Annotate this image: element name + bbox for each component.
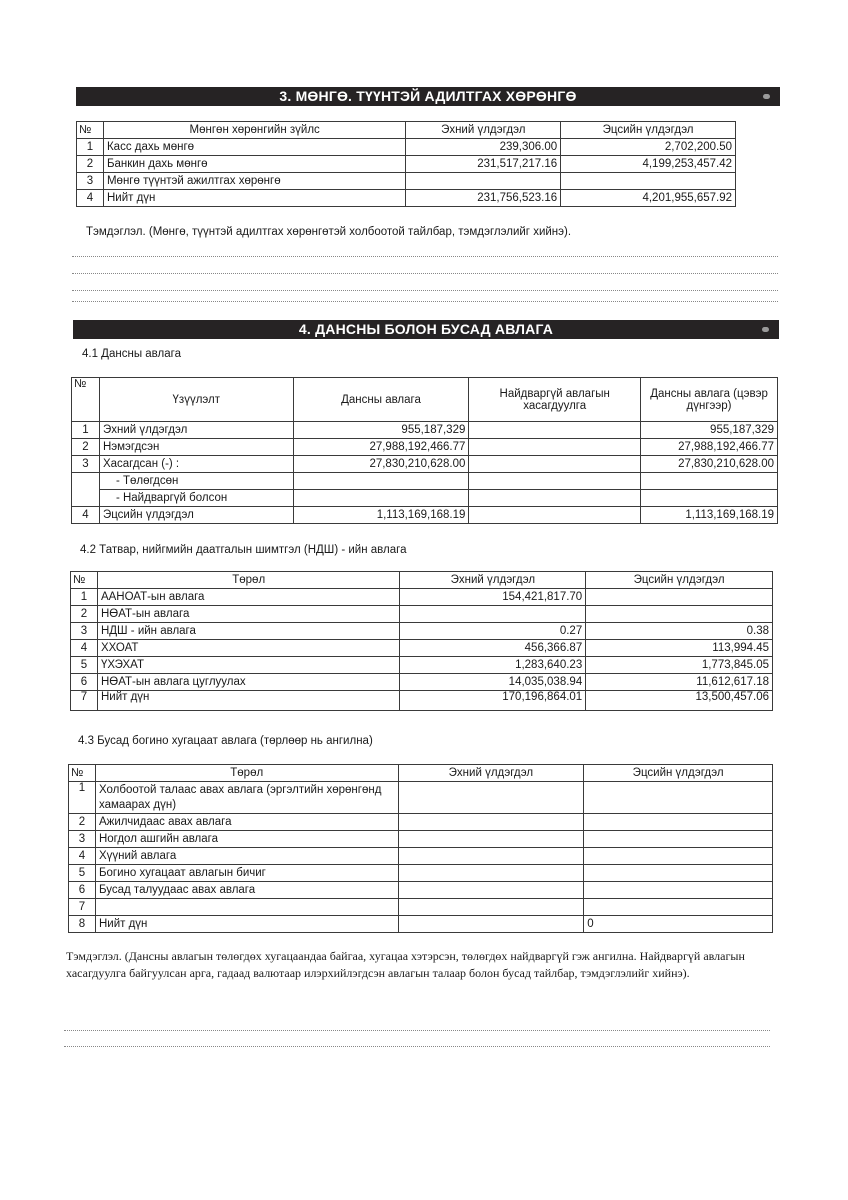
table-row bbox=[69, 916, 773, 933]
row-number: 6 bbox=[71, 674, 98, 691]
note-line bbox=[72, 301, 778, 302]
table-row bbox=[71, 589, 773, 606]
receivable-value: 1,113,169,168.19 bbox=[293, 507, 469, 524]
bar-mark-icon bbox=[762, 327, 769, 332]
col-header: Үзүүлэлт bbox=[99, 378, 293, 422]
receivable-value bbox=[293, 473, 469, 490]
start-balance bbox=[398, 831, 584, 848]
table-row bbox=[69, 882, 773, 899]
bar-mark-icon bbox=[763, 94, 770, 99]
row-label: Нийт дүн bbox=[103, 190, 405, 207]
row-number: 8 bbox=[69, 916, 96, 933]
col-header: Төрөл bbox=[97, 572, 399, 589]
col-header: Эцсийн үлдэгдэл bbox=[584, 765, 773, 782]
tax-receivable-table bbox=[70, 571, 773, 711]
row-number: 2 bbox=[71, 606, 98, 623]
end-balance bbox=[584, 848, 773, 865]
table-row bbox=[77, 156, 736, 173]
row-number: 3 bbox=[71, 623, 98, 640]
row-number: 1 bbox=[69, 782, 96, 814]
row-label: Нийт дүн bbox=[97, 691, 399, 711]
start-balance bbox=[400, 606, 586, 623]
end-balance bbox=[584, 831, 773, 848]
start-balance bbox=[398, 916, 584, 933]
start-balance: 170,196,864.01 bbox=[400, 691, 586, 711]
net-value: 27,830,210,628.00 bbox=[641, 456, 778, 473]
row-number: 4 bbox=[77, 190, 104, 207]
allowance-value bbox=[469, 422, 641, 439]
col-header: Дансны авлага (цэвэр дүнгээр) bbox=[641, 378, 778, 422]
allowance-value bbox=[469, 507, 641, 524]
row-label: Богино хугацаат авлагын бичиг bbox=[95, 865, 398, 882]
start-balance: 231,756,523.16 bbox=[406, 190, 561, 207]
table-header bbox=[71, 572, 773, 589]
row-number: 1 bbox=[71, 589, 98, 606]
col-header: № bbox=[77, 122, 104, 139]
row-label: Эхний үлдэгдэл bbox=[99, 422, 293, 439]
receivable-value bbox=[293, 490, 469, 507]
table-header bbox=[77, 122, 736, 139]
row-label: Хасагдсан (-) : bbox=[99, 456, 293, 473]
table-row bbox=[72, 422, 778, 439]
section-3-title: 3. МӨНГӨ. ТҮҮНТЭЙ АДИЛТГАХ ХӨРӨНГӨ bbox=[279, 88, 577, 104]
row-number: 2 bbox=[69, 814, 96, 831]
row-number: 7 bbox=[71, 691, 98, 711]
row-number: 1 bbox=[77, 139, 104, 156]
end-balance bbox=[584, 882, 773, 899]
allowance-value bbox=[469, 473, 641, 490]
table-row bbox=[72, 456, 778, 473]
col-header: Эцсийн үлдэгдэл bbox=[586, 572, 773, 589]
row-label bbox=[95, 899, 398, 916]
table-row bbox=[72, 473, 778, 490]
table-row bbox=[69, 848, 773, 865]
row-number: 5 bbox=[69, 865, 96, 882]
end-balance: 13,500,457.06 bbox=[586, 691, 773, 711]
end-balance: 113,994.45 bbox=[586, 640, 773, 657]
row-number: 4 bbox=[69, 848, 96, 865]
allowance-value bbox=[469, 456, 641, 473]
section-3-note: Тэмдэглэл. (Мөнгө, түүнтэй адилтгах хөрөнгөтэй холбоотой тайлбар, тэмдэглэлийг хийнэ). bbox=[86, 226, 572, 238]
section-3-header bbox=[76, 87, 780, 106]
receivable-value: 27,830,210,628.00 bbox=[293, 456, 469, 473]
row-number: 3 bbox=[69, 831, 96, 848]
table-row bbox=[72, 490, 778, 507]
col-header: Эцсийн үлдэгдэл bbox=[561, 122, 736, 139]
table-row bbox=[72, 507, 778, 524]
start-balance bbox=[406, 173, 561, 190]
table-row bbox=[71, 640, 773, 657]
start-balance bbox=[398, 865, 584, 882]
table-row bbox=[71, 606, 773, 623]
end-balance: 1,773,845.05 bbox=[586, 657, 773, 674]
note-line bbox=[72, 290, 778, 291]
section-4-title: 4. ДАНСНЫ БОЛОН БУСАД АВЛАГА bbox=[298, 321, 554, 337]
net-value bbox=[641, 473, 778, 490]
col-header: Эхний үлдэгдэл bbox=[398, 765, 584, 782]
row-label: ААНОАТ-ын авлага bbox=[97, 589, 399, 606]
start-balance bbox=[398, 899, 584, 916]
end-balance: 2,702,200.50 bbox=[561, 139, 736, 156]
row-number: 1 bbox=[72, 422, 100, 439]
table-row bbox=[71, 623, 773, 640]
end-balance bbox=[561, 173, 736, 190]
receivable-value: 27,988,192,466.77 bbox=[293, 439, 469, 456]
row-label: Бусад талуудаас авах авлага bbox=[95, 882, 398, 899]
row-label: НӨАТ-ын авлага цуглуулах bbox=[97, 674, 399, 691]
end-balance: 0.38 bbox=[586, 623, 773, 640]
start-balance: 456,366.87 bbox=[400, 640, 586, 657]
row-label: Ногдол ашгийн авлага bbox=[95, 831, 398, 848]
table-row bbox=[77, 139, 736, 156]
col-header: № bbox=[71, 572, 98, 589]
row-label: Мөнгө түүнтэй ажилтгах хөрөнгө bbox=[103, 173, 405, 190]
row-label: Касс дахь мөнгө bbox=[103, 139, 405, 156]
end-balance bbox=[586, 589, 773, 606]
row-number: 2 bbox=[72, 439, 100, 456]
col-header: № bbox=[72, 378, 100, 422]
receivable-value: 955,187,329 bbox=[293, 422, 469, 439]
start-balance: 1,283,640.23 bbox=[400, 657, 586, 674]
start-balance: 14,035,038.94 bbox=[400, 674, 586, 691]
section-4-header bbox=[73, 320, 779, 339]
note-line bbox=[64, 1030, 770, 1031]
row-number: 4 bbox=[72, 507, 100, 524]
net-value bbox=[641, 490, 778, 507]
start-balance bbox=[398, 882, 584, 899]
subsection-4-3-title: 4.3 Бусад богино хугацаат авлага (төрлөөр нь ангилна) bbox=[78, 735, 373, 747]
row-number: 7 bbox=[69, 899, 96, 916]
end-balance bbox=[584, 865, 773, 882]
subsection-4-1-title: 4.1 Дансны авлага bbox=[82, 348, 181, 360]
col-header: Найдваргүй авлагын хасагдуулга bbox=[469, 378, 641, 422]
table-row bbox=[77, 173, 736, 190]
table-header bbox=[69, 765, 773, 782]
end-balance bbox=[584, 782, 773, 814]
table-row bbox=[72, 439, 778, 456]
allowance-value bbox=[469, 439, 641, 456]
end-balance bbox=[586, 606, 773, 623]
col-header: № bbox=[69, 765, 96, 782]
row-label: НӨАТ-ын авлага bbox=[97, 606, 399, 623]
start-balance: 239,306.00 bbox=[406, 139, 561, 156]
start-balance: 0.27 bbox=[400, 623, 586, 640]
net-value: 27,988,192,466.77 bbox=[641, 439, 778, 456]
table-row bbox=[71, 674, 773, 691]
start-balance: 154,421,817.70 bbox=[400, 589, 586, 606]
row-label: Нийт дүн bbox=[95, 916, 398, 933]
row-label: Эцсийн үлдэгдэл bbox=[99, 507, 293, 524]
table-row bbox=[69, 865, 773, 882]
row-number: 5 bbox=[71, 657, 98, 674]
table-row bbox=[71, 691, 773, 711]
accounts-receivable-table bbox=[71, 377, 778, 524]
row-label: Нэмэгдсэн bbox=[99, 439, 293, 456]
allowance-value bbox=[469, 490, 641, 507]
net-value: 1,113,169,168.19 bbox=[641, 507, 778, 524]
cash-table bbox=[76, 121, 736, 207]
row-number bbox=[72, 473, 100, 507]
row-label: Хүүний авлага bbox=[95, 848, 398, 865]
row-label: - Найдваргүй болсон bbox=[99, 490, 293, 507]
row-label: Банкин дахь мөнгө bbox=[103, 156, 405, 173]
table-row bbox=[69, 899, 773, 916]
end-balance: 0 bbox=[584, 916, 773, 933]
table-row bbox=[77, 190, 736, 207]
row-label: - Төлөгдсөн bbox=[99, 473, 293, 490]
end-balance: 4,201,955,657.92 bbox=[561, 190, 736, 207]
row-label: НДШ - ийн авлага bbox=[97, 623, 399, 640]
table-header bbox=[72, 378, 778, 422]
col-header: Дансны авлага bbox=[293, 378, 469, 422]
subsection-4-2-title: 4.2 Татвар, нийгмийн даатгалын шимтгэл (НДШ) - ийн авлага bbox=[80, 544, 407, 556]
start-balance bbox=[398, 814, 584, 831]
table-row bbox=[69, 814, 773, 831]
end-balance bbox=[584, 814, 773, 831]
end-balance: 4,199,253,457.42 bbox=[561, 156, 736, 173]
row-label: ҮХЭХАТ bbox=[97, 657, 399, 674]
row-label: Холбоотой талаас авах авлага (эргэлтийн хөрөнгөнд хамаарах дүн) bbox=[95, 782, 398, 814]
other-receivables-table bbox=[68, 764, 773, 933]
row-number: 6 bbox=[69, 882, 96, 899]
row-label: ХХОАТ bbox=[97, 640, 399, 657]
row-label: Ажилчидаас авах авлага bbox=[95, 814, 398, 831]
net-value: 955,187,329 bbox=[641, 422, 778, 439]
col-header: Эхний үлдэгдэл bbox=[406, 122, 561, 139]
col-header: Мөнгөн хөрөнгийн зүйлс bbox=[103, 122, 405, 139]
end-balance: 11,612,617.18 bbox=[586, 674, 773, 691]
row-number: 2 bbox=[77, 156, 104, 173]
row-number: 4 bbox=[71, 640, 98, 657]
table-row bbox=[69, 782, 773, 814]
note-line bbox=[64, 1046, 770, 1047]
col-header: Эхний үлдэгдэл bbox=[400, 572, 586, 589]
note-line bbox=[72, 256, 778, 257]
table-row bbox=[69, 831, 773, 848]
row-number: 3 bbox=[77, 173, 104, 190]
end-balance bbox=[584, 899, 773, 916]
start-balance: 231,517,217.16 bbox=[406, 156, 561, 173]
section-4-note: Тэмдэглэл. (Дансны авлагын төлөгдөх хугацаандаа байгаа, хугацаа хэтэрсэн, төлөгдөх найдваргүй гэж ангилна. Найдваргүй авлагын хасагдуулга байгуулсан арга, гадаад валютаар илэрхийлэгдсэн авлагын талаар болон бусад тайлбар, тэмдэглэлийг хийнэ). bbox=[66, 949, 745, 980]
note-line bbox=[72, 273, 778, 274]
table-row bbox=[71, 657, 773, 674]
col-header: Төрөл bbox=[95, 765, 398, 782]
start-balance bbox=[398, 848, 584, 865]
start-balance bbox=[398, 782, 584, 814]
row-number: 3 bbox=[72, 456, 100, 473]
